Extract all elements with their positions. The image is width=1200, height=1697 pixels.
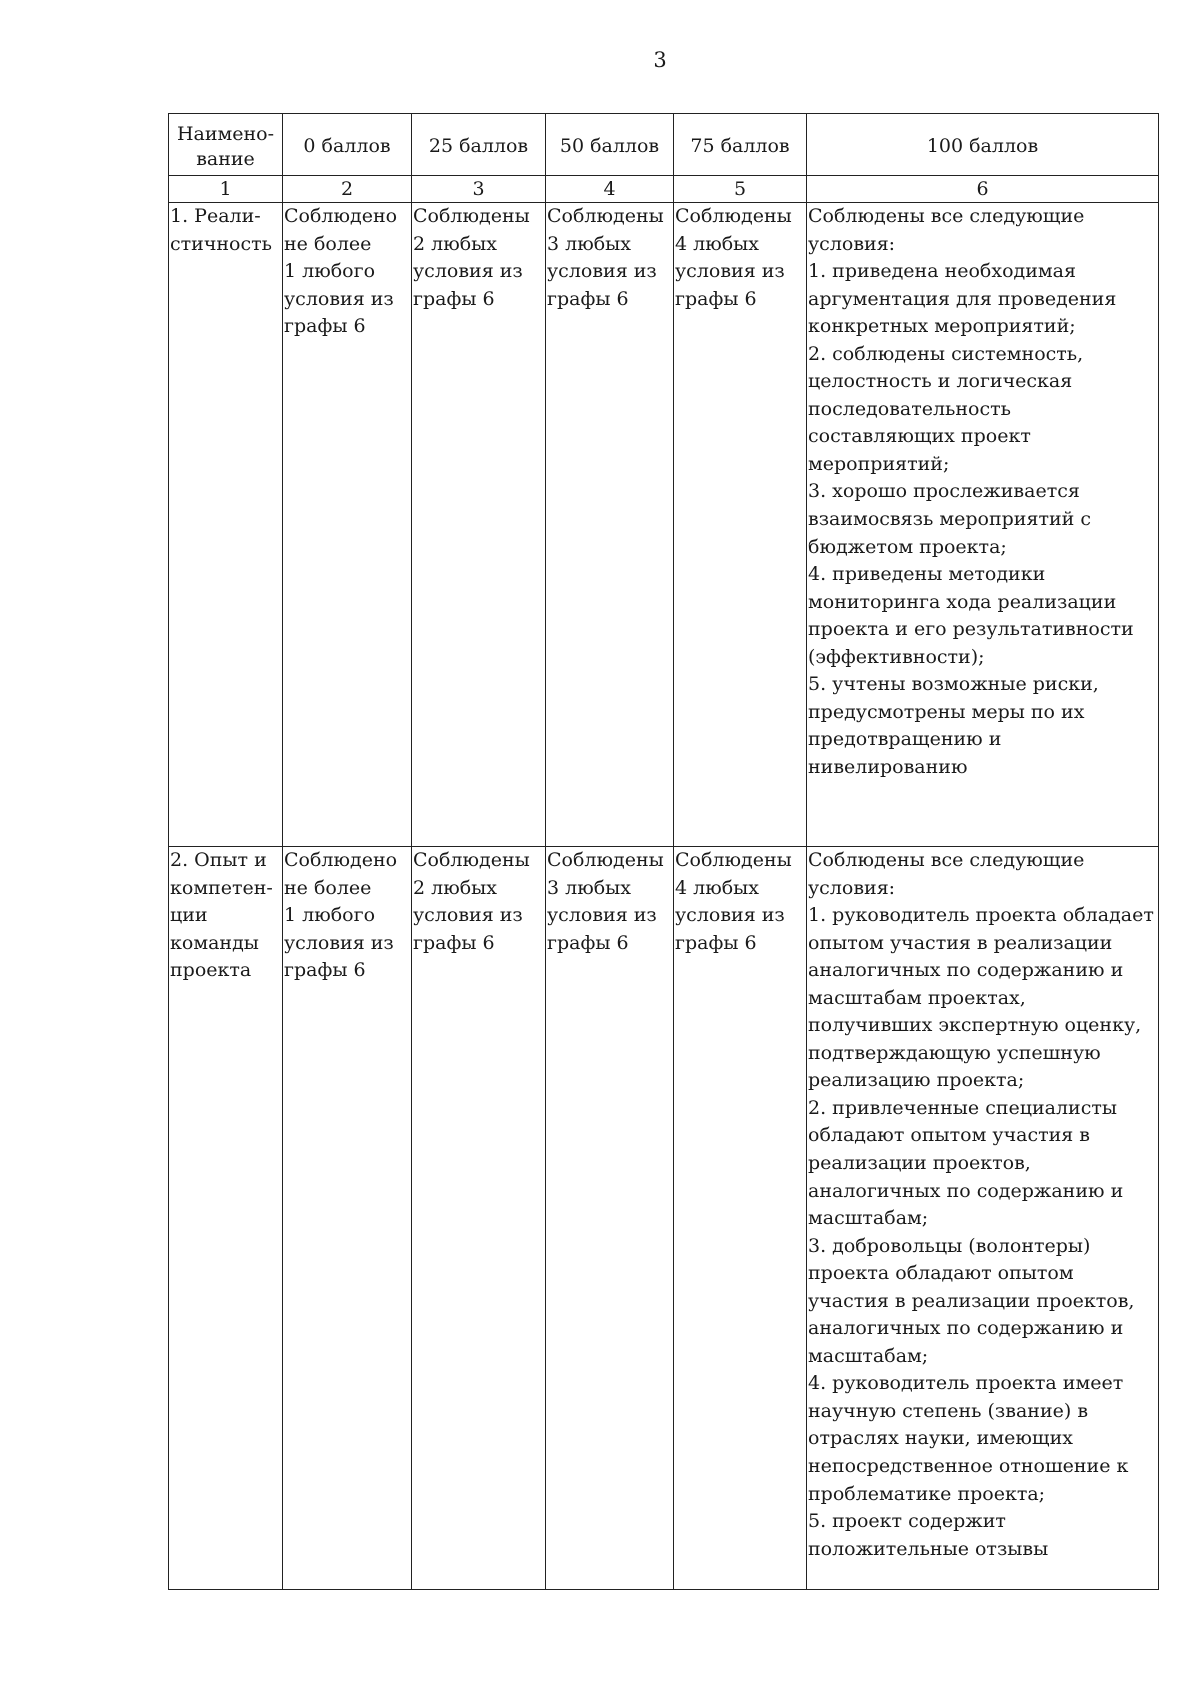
page-number: 3 <box>653 48 667 72</box>
score-0-cell: Соблюдено не более 1 любого условия из графы 6 <box>283 847 412 1590</box>
score-50-cell: Соблюдены 3 любых условия из графы 6 <box>546 203 674 847</box>
score-25-cell: Соблюдены 2 любых условия из графы 6 <box>412 203 546 847</box>
score-0-cell: Соблюдено не более 1 любого условия из графы 6 <box>283 203 412 847</box>
header-score-0: 0 баллов <box>283 114 412 176</box>
header-row <box>169 114 1159 176</box>
header-name: Наимено- вание <box>169 114 283 176</box>
column-number: 1 <box>169 176 283 203</box>
score-100-cell: Соблюдены все следующие условия: 1. руководитель проекта обладает опытом участия в реализации аналогичных по содержанию и масштабам проектах, получивших экспертную оценку, подтверждающую успешную реализацию проекта; 2. привлеченные специалисты обладают опытом участия в реализации проектов, аналогичных по содержанию и масштабам; 3. добровольцы (волонтеры) проекта обладают опытом участия в реализации проектов, аналогичных по содержанию и масштабам; 4. руководитель проекта имеет научную степень (звание) в отраслях науки, имеющих непосредственное отношение к проблематике проекта; 5. проект содержит положительные отзывы <box>807 847 1159 1590</box>
header-score-100: 100 баллов <box>807 114 1159 176</box>
column-number: 3 <box>412 176 546 203</box>
column-number-row <box>169 176 1159 203</box>
score-50-cell: Соблюдены 3 любых условия из графы 6 <box>546 847 674 1590</box>
table-row <box>169 203 1159 847</box>
criterion-name: 1. Реали- стичность <box>169 203 283 847</box>
score-75-cell: Соблюдены 4 любых условия из графы 6 <box>674 203 807 847</box>
criteria-table <box>168 113 1159 1590</box>
header-score-25: 25 баллов <box>412 114 546 176</box>
table-row <box>169 847 1159 1590</box>
column-number: 5 <box>674 176 807 203</box>
criterion-name: 2. Опыт и компетен- ции команды проекта <box>169 847 283 1590</box>
column-number: 4 <box>546 176 674 203</box>
column-number: 2 <box>283 176 412 203</box>
column-number: 6 <box>807 176 1159 203</box>
score-75-cell: Соблюдены 4 любых условия из графы 6 <box>674 847 807 1590</box>
header-score-50: 50 баллов <box>546 114 674 176</box>
header-score-75: 75 баллов <box>674 114 807 176</box>
score-25-cell: Соблюдены 2 любых условия из графы 6 <box>412 847 546 1590</box>
score-100-cell: Соблюдены все следующие условия: 1. приведена необходимая аргументация для проведения конкретных мероприятий; 2. соблюдены системность, целостность и логическая последовательность составляющих проект мероприятий; 3. хорошо прослеживается взаимосвязь мероприятий с бюджетом проекта; 4. приведены методики мониторинга хода реализации проекта и его результативности (эффективности); 5. учтены возможные риски, предусмотрены меры по их предотвращению и нивелированию <box>807 203 1159 847</box>
